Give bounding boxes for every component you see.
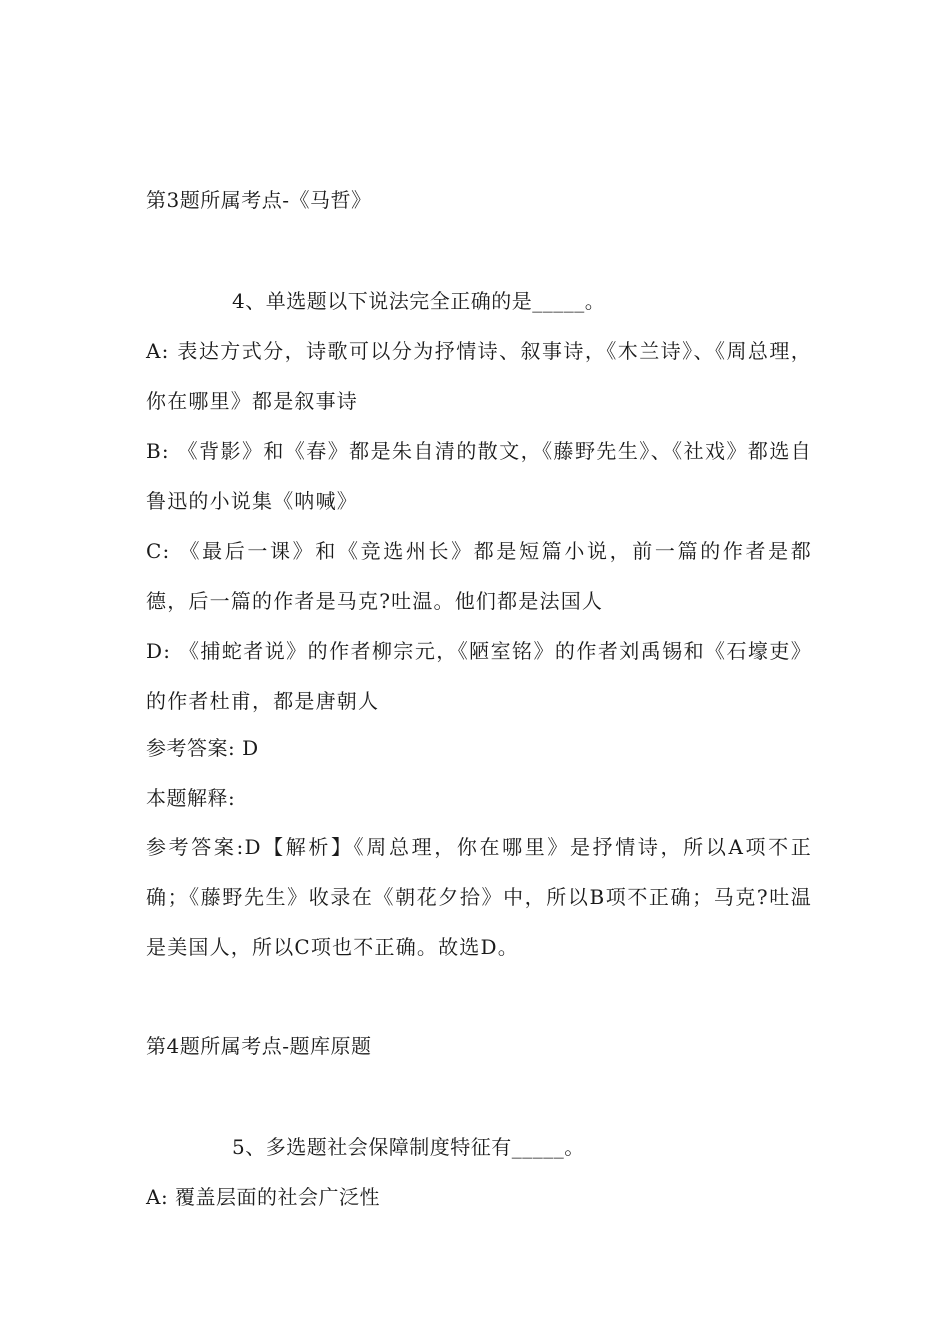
q4-option-d: D: 《捕蛇者说》的作者柳宗元，《陋室铭》的作者刘禹锡和《石壕吏》的作者杜甫，都是唐朝人 [146,639,812,713]
q4-explanation: 参考答案:D【解析】《周总理，你在哪里》是抒情诗，所以A项不正确；《藤野先生》收录在《朝花夕拾》中，所以B项不正确；马克?吐温是美国人，所以C项也不正确。故选D。 [146,835,812,959]
q4-answer: 参考答案: D [146,736,259,760]
q4-option-a: A: 表达方式分，诗歌可以分为抒情诗、叙事诗，《木兰诗》、《周总理，你在哪里》都是叙事诗 [146,339,812,413]
q4-option-b: B: 《背影》和《春》都是朱自清的散文，《藤野先生》、《社戏》都选自鲁迅的小说集《呐喊》 [146,439,812,513]
q4-stem: 4、单选题以下说法完全正确的是_____。 [232,289,606,313]
q4-option-c: C: 《最后一课》和《竞选州长》都是短篇小说，前一篇的作者是都德，后一篇的作者是马克?吐温。他们都是法国人 [146,539,812,613]
q4-explanation-label: 本题解释: [146,786,236,810]
q5-option-a: A: 覆盖层面的社会广泛性 [146,1185,381,1209]
q4-topic: 第4题所属考点-题库原题 [146,1034,372,1058]
q5-stem: 5、多选题社会保障制度特征有_____。 [232,1135,585,1159]
q3-topic: 第3题所属考点-《马哲》 [146,188,372,212]
